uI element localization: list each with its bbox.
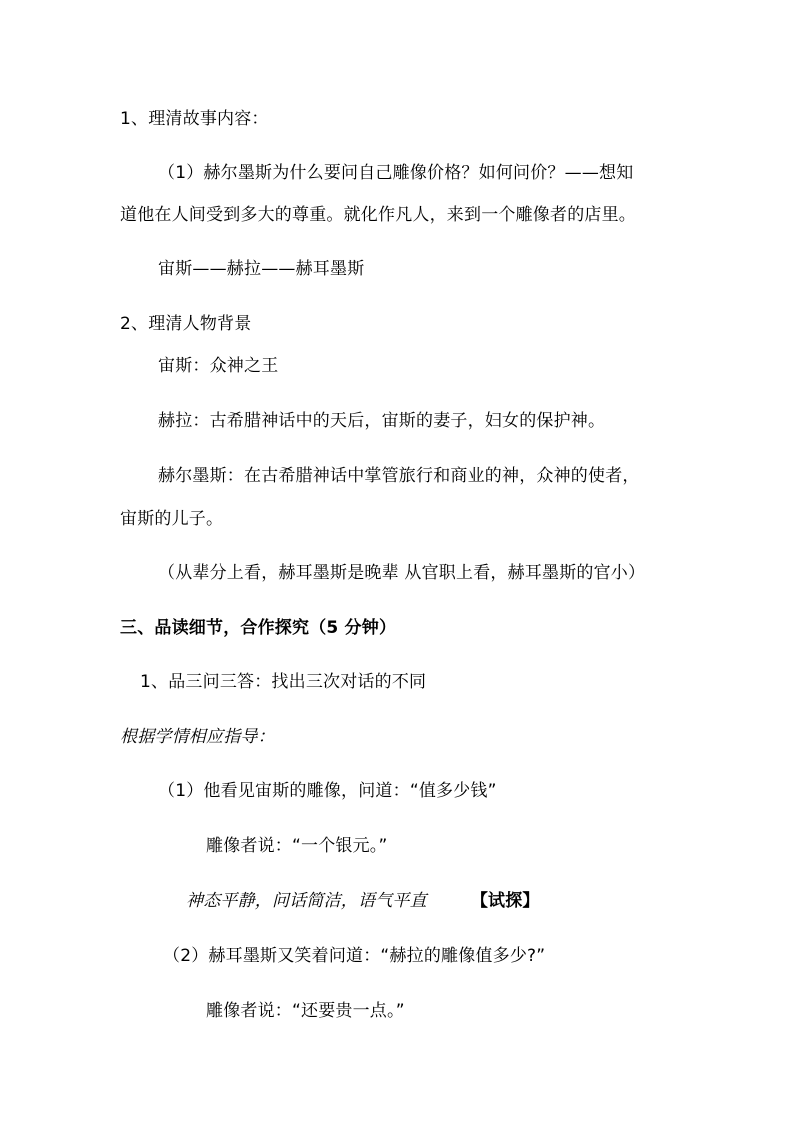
dialog2-question: （2）赫耳墨斯又笑着问道：“赫拉的雕像值多少?” — [163, 946, 546, 966]
part3-heading: 三、品读细节，合作探究（5 分钟） — [120, 618, 397, 638]
dialog1-tag: 【试探】 — [470, 891, 540, 911]
guidance-note: 根据学情相应指导： — [120, 727, 275, 747]
dialog1-answer: 雕像者说：“一个银元。” — [206, 836, 388, 856]
question1-line1: （1）赫尔墨斯为什么要问自己雕像价格？如何问价？——想知 — [158, 163, 634, 183]
hermes-description-line1: 赫尔墨斯：在古希腊神话中掌管旅行和商业的神，众神的使者， — [158, 466, 640, 486]
dialog1-analysis-text: 神态平静，问话简洁，语气平直 — [186, 891, 427, 911]
dialog2-answer: 雕像者说：“还要贵一点。” — [206, 1001, 405, 1021]
item1-three-questions: 1、品三问三答：找出三次对话的不同 — [140, 672, 427, 692]
hera-description: 赫拉：古希腊神话中的天后，宙斯的妻子，妇女的保护神。 — [158, 411, 606, 431]
dialog1-analysis — [186, 890, 540, 912]
hermes-description-line2: 宙斯的儿子。 — [120, 509, 224, 529]
comparison-note: （从辈分上看，赫耳墨斯是晚辈 从官职上看，赫耳墨斯的官小） — [158, 563, 646, 583]
question1-line2: 道他在人间受到多大的尊重。就化作凡人，来到一个雕像者的店里。 — [120, 205, 636, 225]
section2-heading: 2、理清人物背景 — [120, 314, 252, 334]
section1-heading: 1、理清故事内容： — [120, 109, 269, 129]
zeus-description: 宙斯：众神之王 — [158, 356, 279, 376]
dialog1-question: （1）他看见宙斯的雕像，问道：“值多少钱” — [158, 781, 497, 801]
character-chain: 宙斯——赫拉——赫耳墨斯 — [158, 259, 365, 279]
